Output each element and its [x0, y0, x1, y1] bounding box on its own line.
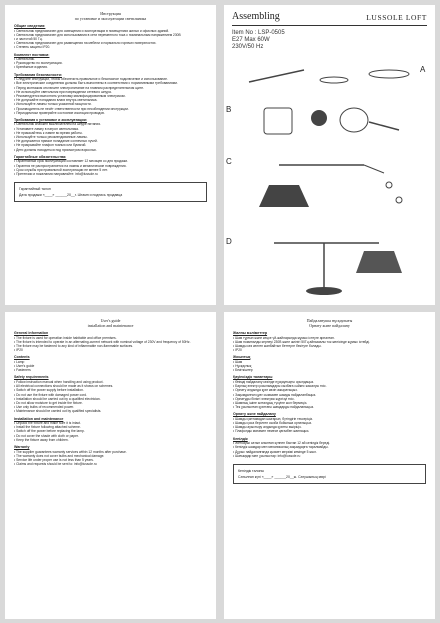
bullet-line: • The fixture may be fastened to any kind of inflammable non-flammable surfaces. — [14, 344, 207, 348]
bullet-line: • Следуйте инструкции, чтобы обеспечить правильное и безопасное подключение и использование. — [14, 77, 207, 81]
bullet-line: • Гарантийный срок эксплуатации составляет 12 месяцев со дня продажи. — [14, 159, 207, 163]
page-english-guide — [5, 312, 216, 619]
bullet-line: • Do not use the fixture with damaged power cord. — [14, 393, 207, 397]
bullet-line: • Дети должны находиться под присмотром взрослых. — [14, 148, 207, 152]
bullet-line: • Шам номиналды кернеуі 230В және жиілігі 50Гц айнымалы ток желісінде жұмыс істейді. — [233, 340, 426, 344]
bullet-line: • Руководство по эксплуатации. — [14, 61, 207, 65]
bullet-line: • Орнату алдында қуат көзін ажыратыңыз. — [233, 388, 426, 392]
step-c-illustration — [254, 155, 424, 225]
title-line: User's guide — [100, 318, 121, 323]
bullet-line: • Степень защиты IP20. — [14, 45, 207, 49]
bullet-line: • Не допускайте попадания влаги внутрь светильника. — [14, 98, 207, 102]
step-b-illustration — [259, 100, 409, 140]
bullet-line: • Use only bulbs of recommended power. — [14, 405, 207, 409]
bullet-line: • Жеткізуші сатып алынған күннен бастап 12 ай кепілдік береді. — [233, 441, 426, 445]
section-heading: Installation and maintenance — [14, 416, 64, 421]
bullet-line: • All electrical connections should be made as it shows on schemes. — [14, 384, 207, 388]
bullet-line: • Претензии и пожелания направляйте: info@lussole.ru — [14, 172, 207, 176]
bullet-line: • Шамды кез келген жанбайтын беттерге бекітуге болады. — [233, 344, 426, 348]
bullet-line: • Не допускается прямое попадание солнечных лучей. — [14, 139, 207, 143]
bullet-line: • Светильник. — [14, 57, 207, 61]
brand-logo: LUSSOLE LOFT — [366, 13, 427, 22]
bullet-line: • Используйте только рекомендованные лампы. — [14, 135, 207, 139]
bullet-line: • Крепёжные изделия. — [14, 65, 207, 69]
step-label-c: C — [226, 157, 232, 166]
bullet-line: • Өнімді пайдалану кезінде нұсқаулықты орындаңыз. — [233, 380, 426, 384]
bullet-line: • Орнатуды білікті электрик жүргізуі тиіс. — [233, 397, 426, 401]
section-heading: Contents — [14, 355, 30, 360]
bullet-line: • Шағымдар мен ұсыныстар: info@lussole.ru — [233, 454, 426, 458]
warranty-coupon — [14, 182, 207, 202]
bullet-line: • The warranty does not cover bulbs and mechanical damage. — [14, 454, 207, 458]
page-assembly — [224, 5, 435, 305]
bullet-line: • Шамды қоса берілген сызба бойынша орнатыңыз. — [233, 421, 426, 425]
bullet-line: • Бекіткіштер — [233, 368, 426, 372]
bullet-line: • Все электрические соединения должны быть выполнены в соответствии с нормативными требованиями. — [14, 81, 207, 85]
bullet-line: • и частотой 50 Гц. — [14, 37, 207, 41]
section-heading: Жиынтық — [233, 355, 251, 360]
section-heading: General information — [14, 331, 49, 335]
bullet-line: • Шамды ауыстыру алдында қуатты өшіріңіз. — [233, 425, 426, 429]
bullet-line: • The supplier guarantees warranty services within 12 months after purchase. — [14, 450, 207, 454]
bullet-line: • Не прикрывайте плафон тканью или бумагой. — [14, 143, 207, 147]
page-title — [14, 318, 207, 328]
bullet-line: • Maintenance should be carried out by qualified specialists. — [14, 409, 207, 413]
bullet-line: • Шамның ішіне ылғалдың түсуіне жол бермеңіз. — [233, 401, 426, 405]
page-title — [233, 318, 426, 328]
bullet-line: • Claims and requests should be sent to: info@lussole.ru — [14, 462, 207, 466]
bullet-line: • Lamp — [14, 360, 207, 364]
title-line: Пайдаланушы нұсқаулығы — [306, 318, 353, 323]
bullet-line: • The fixture is used for operation inside habitable and office premises. — [14, 336, 207, 340]
bullet-line: • Do not cover the shade with cloth or paper. — [14, 434, 207, 438]
bullet-line: • The fixture is intended to operate in an alternating-current network with nominal voltage of 230V and frequency of 50Hz. — [14, 340, 207, 344]
bullet-line: • IP20 — [233, 348, 426, 352]
bullet-line: • Тек ұсынылған қуаттағы шамдарды пайдаланыңыз. — [233, 405, 426, 409]
spec-bulb: E27 Max 60W — [232, 37, 270, 43]
bullet-line: • Нұсқаулық — [233, 364, 426, 368]
page-russian-instructions — [5, 5, 216, 305]
bullet-line: • Installation should be carried out by a qualified electrician. — [14, 397, 207, 401]
coupon-line: Гарантийный талон — [19, 187, 51, 192]
spec-voltage: 230V/50 Hz — [232, 44, 264, 50]
section-heading: Требования безопасности: — [14, 72, 63, 77]
bullet-line: • Срок службы при правильной эксплуатации не менее 5 лет. — [14, 168, 207, 172]
coupon-line: Сатылған күні «____» ______20__ж. Сатушының мөрі — [238, 474, 326, 479]
section-heading: Гарантийные обязательства: — [14, 154, 67, 159]
assembly-header — [232, 11, 427, 22]
bullet-line: • Установите лампу в патрон светильника. — [14, 127, 207, 131]
section-heading: Жалпы мәліметтер — [233, 331, 268, 335]
bullet-line: • Светильник снабжён выключателем на шнуре питания. — [14, 122, 207, 126]
title-line: Орнату және пайдалану — [309, 323, 350, 328]
bullet-line: • Зақымдалған қуат сымымен шамды пайдаланбаңыз. — [233, 393, 426, 397]
bullet-line: • Не прикасайтесь к лампе во время работы. — [14, 131, 207, 135]
spec-item-no: Item No : LSP-0505 — [232, 30, 285, 36]
page-kazakh-guide — [224, 312, 435, 619]
sections — [14, 24, 207, 176]
bullet-line: • Гарантия не распространяется на лампы и механические повреждения. — [14, 164, 207, 168]
bullet-line: • Keep the fixture away from children. — [14, 438, 207, 442]
section-heading: Требования к установке и эксплуатации: — [14, 117, 87, 122]
bullet-line: • Не используйте светильник при повреждении сетевого шнура. — [14, 90, 207, 94]
section-heading: Safety requirements — [14, 375, 49, 380]
step-label-d: D — [226, 237, 232, 246]
section-heading: Общие сведения: — [14, 24, 46, 28]
title-line: по установке и эксплуатации светильника — [74, 16, 147, 21]
coupon-line: Кепілдік талоны — [238, 468, 265, 473]
bullet-line: • Install the fixture following attached scheme. — [14, 425, 207, 429]
title-line: Инструкция — [100, 11, 121, 16]
bullet-line: • Периодически проверяйте состояние изоляции проводов. — [14, 111, 207, 115]
page-title — [14, 11, 207, 21]
bullet-line: • Кепілдік шамдар мен механикалық зақымдарға таралмайды. — [233, 445, 426, 449]
bullet-line: • Светильник предназначен для использования в сети переменного тока с номинальным напряжением 230В — [14, 33, 207, 37]
section-heading: Қауіпсіздік талаптары — [233, 375, 273, 380]
bullet-line: • Светильник предназначен для размещения на мебели и нормально горючих поверхностях. — [14, 41, 207, 45]
step-d-illustration — [264, 233, 424, 298]
bullet-line: • Switch off the power before replacing the lamp. — [14, 429, 207, 433]
step-label-a: A — [420, 65, 426, 74]
bullet-line: • Fasteners — [14, 368, 207, 372]
divider — [232, 25, 427, 26]
bullet-line: • Unpack the fixture and make sure it is intact. — [14, 421, 207, 425]
section-heading: Кепілдік — [233, 436, 248, 441]
bullet-line: • Do not allow moisture to get inside the fixture. — [14, 401, 207, 405]
bullet-line: • Шамды қаптамадан шығарып, бүтіндігін тексеріңіз. — [233, 417, 426, 421]
bullet-line: • Используйте лампы только указанной мощности. — [14, 102, 207, 106]
bullet-line: • Светильник предназначен для освещения и эксплуатации в помещениях жилых и офисных зданий. — [14, 29, 207, 33]
sections — [233, 331, 426, 458]
step-label-b: B — [226, 105, 232, 114]
bullet-line: • Перед монтажом отключите электропитание на главном распределительном щите. — [14, 86, 207, 90]
title-line: installation and maintenance — [87, 323, 134, 328]
bullet-line: • Шам — [233, 360, 426, 364]
bullet-line: • Рекомендуется выполнять установку квалифицированным электриком. — [14, 94, 207, 98]
bullet-line: • Барлық электр қосылымдары сызбаға сәйкес жасалуы тиіс. — [233, 384, 426, 388]
bullet-line: • Service life under proper use is not less than 5 years. — [14, 458, 207, 462]
bullet-line: • Шам тұрғын және кеңсе үй-жайларында жұмыс істеуге арналған. — [233, 336, 426, 340]
sections — [14, 331, 207, 466]
bullet-line: • Плафонды матамен немесе қағазбен жаппаңыз. — [233, 429, 426, 433]
assembly-title: Assembling — [232, 11, 280, 22]
bullet-line: • User's guide — [14, 364, 207, 368]
warranty-coupon — [233, 464, 426, 484]
bullet-line: • Follow instruction manual when handling and using product. — [14, 380, 207, 384]
bullet-line: • IP20 — [14, 348, 207, 352]
section-heading: Орнату және пайдалану — [233, 412, 276, 417]
step-a-illustration — [244, 60, 414, 90]
section-heading: Warranty — [14, 445, 30, 450]
bullet-line: • Дұрыс пайдаланғанда қызмет мерзімі кемінде 5 жыл. — [233, 450, 426, 454]
bullet-line: • Switch off the power supply before installation. — [14, 388, 207, 392]
bullet-line: • Производитель не несёт ответственности при несоблюдении инструкции. — [14, 107, 207, 111]
section-heading: Комплект поставки: — [14, 52, 50, 57]
coupon-line: Дата продажи «____» ______20__г. Штамп и подпись продавца — [19, 193, 123, 198]
